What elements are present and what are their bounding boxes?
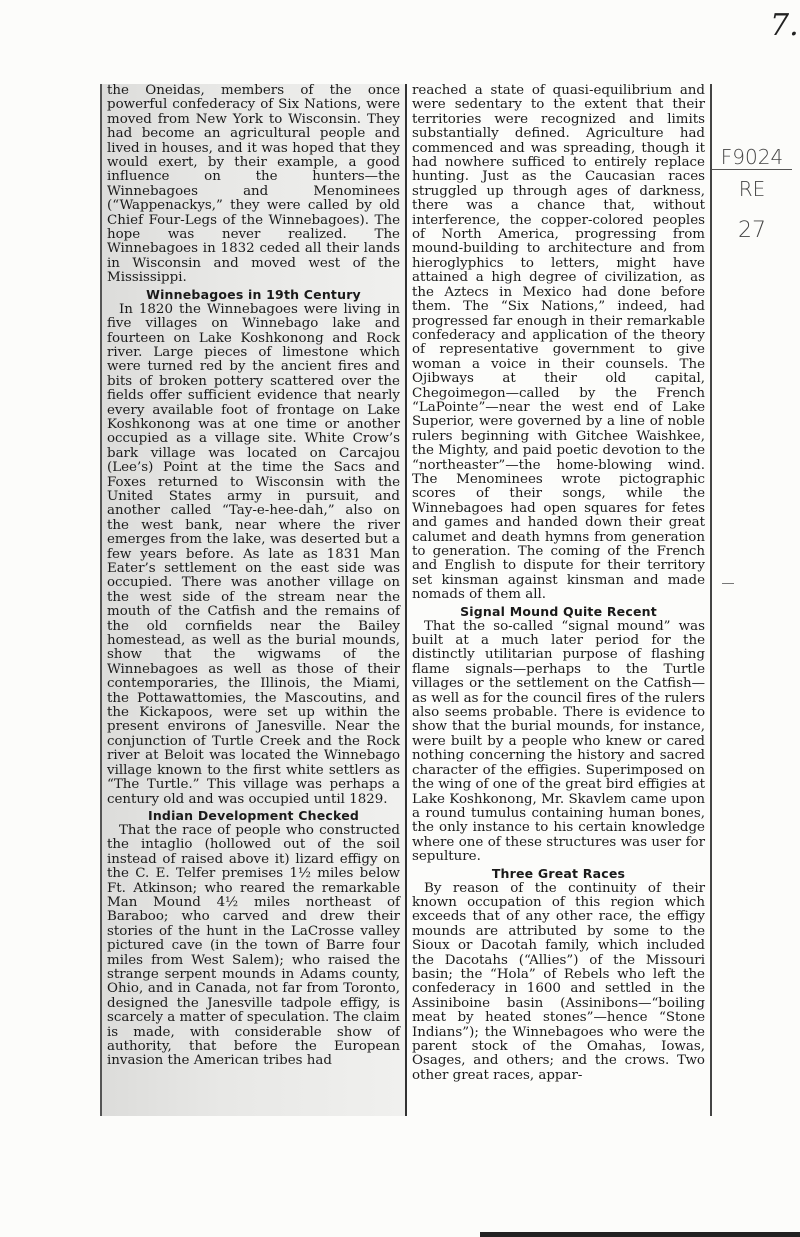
paragraph: That the race of people who constructed the intaglio (hollowed out of the soil instead of raised above it) lizard effigy on the C. E. Telfer premises 1½ miles below Ft. Atkinson; who reared the remarkable Man Mound 4½ miles northeast of Baraboo; who carved and drew their stories of the hunt in the LaCrosse valley pictured cave (in the town of Barre four miles from West Salem); who raised the strange serpent mounds in Adams county, Ohio, and in Canada, not far from Toronto, designed the Janesville tadpole effigy, is scarcely a matter of speculation. The claim is made, with considerable show of authority, that before the European invasion the American tribes had [107, 822, 400, 1069]
handwritten-note-re: RE [738, 177, 766, 201]
section-heading: Indian Development Checked [147, 807, 360, 823]
section-heading: Signal Mound Quite Recent [460, 603, 657, 619]
newspaper-clipping [100, 84, 712, 1116]
right-column [405, 84, 712, 1116]
section-heading: Three Great Races [491, 865, 626, 881]
paragraph: By reason of the continuity of their known occupation of this region which exceeds that of any other race, the effigy mounds are attributed by some to the Sioux or Dacotah family, which included the Dacotahs (“Allies”) of the Missouri basin; the “Hola” of Rebels who left the confederacy in 1600 and settled in the Assiniboine basin (Assinibons—“boiling meat by heated stones”—hence “Stone Indians”); the Winnebagoes who were the parent stock of the Omahas, Iowas, Osages, and others; and the crows. Two other great races, appar- [412, 880, 705, 1083]
paragraph: In 1820 the Winnebagoes were living in five villages on Winnebago lake and fourteen on Lake Koshkonong and Rock river. Large pieces of limestone which were turned red by the ancient fires and bits of broken pottery scattered over the fields offer sufficient evidence that nearly every available foot of frontage on Lake Koshkonong was at one time or another occupied as a village site. White Crow’s bark village was located on Carcajou (Lee’s) Point at the time the Sacs and Foxes returned to Wisconsin with the United States army in pursuit, and another called “Tay-e-hee-dah,” also on the west bank, near where the river emerges from the lake, was deserted but a few years before. As late as 1831 Man Eater’s settlement on the east side was occupied. There was another village on the west side of the stream near the mouth of the Catfish and the remains of the old cornfields near the Bailey homestead, as well as the burial mounds, show that the wigwams of the Winnebagoes as well as those of their contemporaries, the Illinois, the Miami, the Pottawattomies, the Mascoutins, and the Kickapoos, were set up within the present environs of Janesville. Near the conjunction of Turtle Creek and the Rock river at Beloit was located the Winnebago village known to the first white settlers as “The Turtle.” This village was perhaps a century old and was occupied until 1829. [107, 301, 400, 807]
scan-edge-rule [480, 1232, 800, 1237]
left-column [100, 84, 405, 1116]
handwritten-catalog-number: F9024 [712, 145, 792, 170]
paragraph: reached a state of quasi-equilibrium and were sedentary to the extent that their territories were recognized and limits substantially defined. Agriculture had commenced and was spreading, though it had nowhere sufficed to entirely replace hunting. Just as the Caucasian races struggled up through ages of darkness, there was a chance that, without interference, the copper-colored peoples of North America, progressing from mound-building to architecture and from hieroglyphics to letters, might have attained a high degree of civilization, as the Aztecs in Mexico had done before them. The “Six Nations,” indeed, had progressed far enough in their remarkable confederacy and application of the theory of representative government to give woman a voice in their counsels. The Ojibways at their old capital, Chegoimegon—called by the French “LaPointe”—near the west end of Lake Superior, were governed by a line of noble rulers beginning with Gitchee Waishkee, the Mighty, and paid poetic devotion to the “northeaster”—the home-blowing wind. The Menominees wrote pictographic scores of their songs, while the Winnebagoes had open squares for fetes and games and handed down their great calumet and death hymns from generation to generation. The coming of the French and English to dispute for their territory set kinsman against kinsman and made nomads of them all. [412, 84, 705, 603]
paragraph: the Oneidas, members of the once powerful confederacy of Six Nations, were moved from New York to Wisconsin. They had become an agricultural people and lived in houses, and it was hoped that they would exert, by their example, a good influence on the hunters—the Winnebagoes and Menominees (“Wappenackys,” they were called by old Chief Four-Legs of the Winnebagoes). The hope was never realized. The Winnebagoes in 1832 ceded all their lands in Wisconsin and moved west of the Mississippi. [107, 84, 400, 286]
section-heading: Winnebagoes in 19th Century [146, 286, 361, 302]
page-number: 7. [770, 8, 799, 43]
margin-mark [722, 583, 734, 584]
handwritten-note-number: 27 [738, 218, 766, 243]
paragraph: That the so-called “signal mound” was built at a much later period for the distinctly utilitarian purpose of flashing flame signals—perhaps to the Turtle villages or the settlement on the Catfish—as well as for the council fires of the rulers also seems probable. There is evidence to show that the burial mounds, for instance, were built by a people who knew or cared nothing concerning the history and sacred character of the effigies. Superimposed on the wing of one of the great bird effigies at Lake Koshkonong, Mr. Skavlem came upon a round tumulus containing human bones, the only instance to his certain knowledge where one of these structures was user for sepulture. [412, 618, 705, 865]
